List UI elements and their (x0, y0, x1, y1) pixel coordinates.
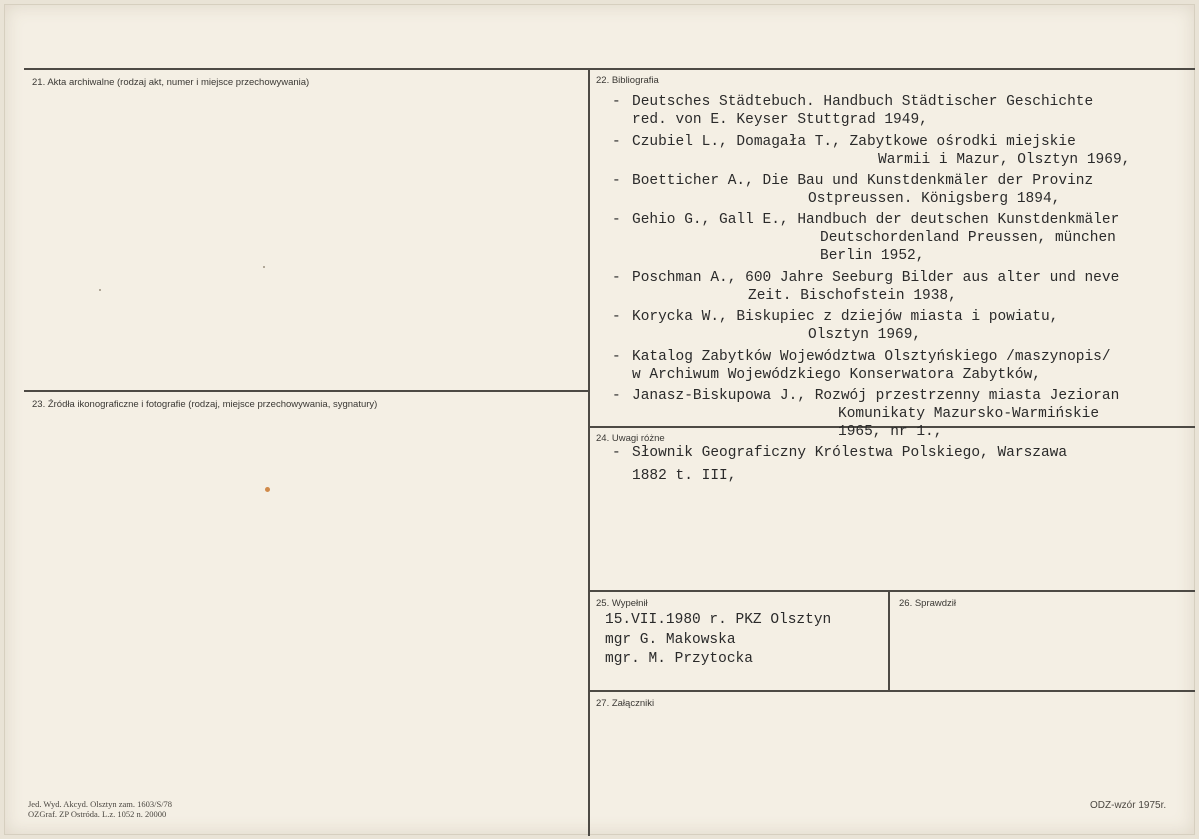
paper-speck (263, 266, 265, 268)
center-divider (588, 68, 590, 836)
top-rule (24, 68, 1195, 70)
field-25-label: 25. Wypełnił (596, 598, 648, 609)
bibliography-entry-1-line2: red. von E. Keyser Stuttgrad 1949, (632, 112, 928, 128)
printer-imprint-line2: OZGraf. ZP Ostróda. L.z. 1052 n. 20000 (28, 809, 167, 819)
bibliography-entry-2-line2: Warmii i Mazur, Olsztyn 1969, (878, 152, 1131, 168)
bibliography-entry-4-line2: Deutschordenland Preussen, münchen (820, 230, 1116, 246)
bibliography-entry-6-line2: Olsztyn 1969, (808, 327, 922, 343)
bibliography-entry-5-line2: Zeit. Bischofstein 1938, (748, 288, 957, 304)
bibliography-entry-2-line1: Czubiel L., Domagała T., Zabytkowe ośrodki miejskie (632, 134, 1076, 150)
bibliography-entry-4-line1: Gehio G., Gall E., Handbuch der deutschen Kunstdenkmäler (632, 212, 1120, 228)
bullet-dash: - (612, 309, 621, 325)
bibliography-entry-3-line2: Ostpreussen. Königsberg 1894, (808, 191, 1061, 207)
remark-entry-1-line2: 1882 t. III, (632, 468, 737, 484)
divider-25-26 (888, 591, 890, 690)
bullet-dash: - (612, 445, 621, 461)
filled-by-date: 15.VII.1980 r. PKZ Olsztyn (605, 612, 832, 628)
field-23-label: 23. Źródła ikonograficzne i fotografie (rodzaj, miejsce przechowywania, sygnatury) (32, 399, 378, 410)
bullet-dash: - (612, 270, 621, 286)
paper-speck (265, 487, 270, 492)
filled-by-person-2: mgr. M. Przytocka (605, 651, 753, 667)
bibliography-entry-5-line1: Poschman A., 600 Jahre Seeburg Bilder aus alter und neve (632, 270, 1120, 286)
bibliography-entry-8-line2: Komunikaty Mazursko-Warmińskie (838, 406, 1100, 422)
bibliography-entry-6-line1: Korycka W., Biskupiec z dziejów miasta i powiatu, (632, 309, 1059, 325)
field-26-label: 26. Sprawdził (899, 598, 957, 609)
field-27-label: 27. Załączniki (596, 698, 655, 709)
bullet-dash: - (612, 212, 621, 228)
printer-imprint-line1: Jed. Wyd. Akcyd. Olsztyn zam. 1603/S/78 (28, 799, 173, 809)
bibliography-entry-8-line3: 1965, nr 1., (838, 424, 943, 440)
paper-speck (99, 289, 101, 291)
rule-25-27 (589, 690, 1195, 692)
filled-by-person-1: mgr G. Makowska (605, 632, 736, 648)
rule-24-25 (589, 590, 1195, 592)
bibliography-entry-8-line1: Janasz-Biskupowa J., Rozwój przestrzenny miasta Jezioran (632, 388, 1120, 404)
bullet-dash: - (612, 388, 621, 404)
bullet-dash: - (612, 173, 621, 189)
bullet-dash: - (612, 94, 621, 110)
field-21-label: 21. Akta archiwalne (rodzaj akt, numer i miejsce przechowywania) (32, 77, 310, 88)
form-model-label: ODZ-wzór 1975r. (1090, 800, 1167, 811)
bibliography-entry-4-line3: Berlin 1952, (820, 248, 925, 264)
rule-21-23 (24, 390, 589, 392)
bullet-dash: - (612, 349, 621, 365)
field-24-label: 24. Uwagi różne (596, 433, 665, 444)
bibliography-entry-1-line1: Deutsches Städtebuch. Handbuch Städtischer Geschichte (632, 94, 1094, 110)
field-22-label: 22. Bibliografia (596, 75, 659, 86)
remark-entry-1-line1: Słownik Geograficzny Królestwa Polskiego, Warszawa (632, 445, 1068, 461)
bibliography-entry-7-line1: Katalog Zabytków Województwa Olsztyńskiego /maszynopis/ (632, 349, 1111, 365)
bullet-dash: - (612, 134, 621, 150)
bibliography-entry-7-line2: w Archiwum Wojewódzkiego Konserwatora Zabytków, (632, 367, 1041, 383)
bibliography-entry-3-line1: Boetticher A., Die Bau und Kunstdenkmäler der Provinz (632, 173, 1094, 189)
